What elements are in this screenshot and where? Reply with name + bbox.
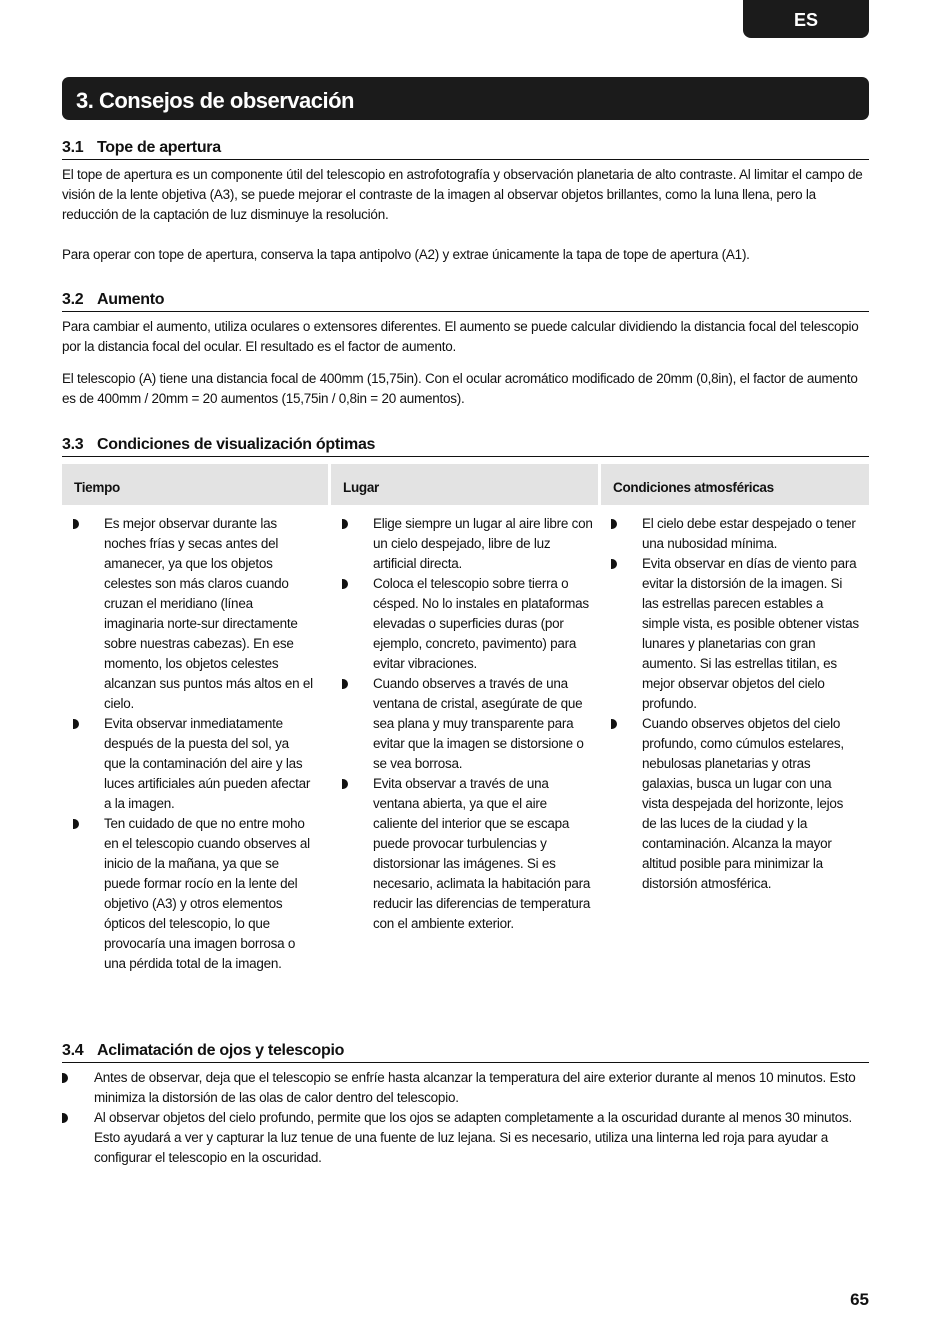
list-item-text: Al observar objetos del cielo profundo, permite que los ojos se adapten completamente a la oscuridad durante al menos 30 minutos. Esto ayudará a ver y capturar la luz tenue de una fuente de luz lejana. Si es necesario, utiliza una linterna led roja para ayudar a configurar el telescopio en la oscuridad.	[94, 1110, 852, 1165]
section-number: 3.2	[62, 291, 84, 308]
section-heading-3-3	[62, 435, 869, 457]
list-item-text: Antes de observar, deja que el telescopio se enfríe hasta alcanzar la temperatura del aire exterior durante al menos 10 minutos. Esto minimiza la distorsión de las olas de calor dentro del telescopio.	[94, 1070, 856, 1105]
page-number: 65	[850, 1290, 869, 1309]
table-header-weather: Tiempo	[62, 464, 328, 505]
bullet-icon	[611, 719, 617, 729]
list-item	[342, 574, 594, 674]
section-title: Aumento	[97, 291, 165, 308]
list-item-text: Cuando observes objetos del cielo profundo, como cúmulos estelares, nebulosas planetarias y otras galaxias, busca un lugar con una vista despejada del horizonte, lejos de las luces de la ciudad y la contaminación. Alcanza la mayor altitud posible para minimizar la distorsión atmosférica.	[642, 716, 844, 891]
paragraph-aperture-operation: Para operar con tope de apertura, conserva la tapa antipolvo (A2) y extrae únicamente la tapa de tope de apertura (A1).	[62, 247, 750, 262]
chapter-title-bar	[62, 77, 869, 120]
bullet-icon	[73, 819, 79, 829]
list-item	[342, 774, 594, 934]
bullet-icon	[611, 519, 617, 529]
section-number: 3.1	[62, 139, 84, 156]
bullet-icon	[611, 559, 617, 569]
language-code: ES	[793, 10, 818, 30]
list-item-text: Evita observar inmediatamente después de la puesta del sol, ya que la contaminación del aire y las luces artificiales aún pueden afectar a la imagen.	[104, 716, 311, 811]
list-item	[62, 1108, 857, 1168]
bullet-icon	[342, 519, 348, 529]
bullet-icon	[73, 719, 79, 729]
paragraph-magnification-example: El telescopio (A) tiene una distancia focal de 400mm (15,75in). Con el ocular acromático modificado de 20mm (0,8in), el factor de aumento es de 400mm / 20mm = 20 aumentos (15,75in / 0,8in = 20 aumentos).	[62, 371, 858, 406]
list-item	[611, 714, 861, 894]
bullet-icon	[73, 519, 79, 529]
list-item-text: Cuando observes a través de una ventana de cristal, asegúrate de que sea plana y muy transparente para evitar que la imagen se distorsione o se vea borrosa.	[373, 676, 584, 771]
section-number: 3.4	[62, 1042, 84, 1059]
atmosphere-tips-list	[611, 514, 861, 894]
section-title: Aclimatación de ojos y telescopio	[97, 1042, 345, 1059]
language-tab	[743, 0, 869, 38]
list-item	[73, 514, 313, 714]
list-item-text: Coloca el telescopio sobre tierra o césped. No lo instales en plataformas elevadas o superficies duras (por ejemplo, concreto, pavimento) para evitar vibraciones.	[373, 576, 589, 671]
section-heading-3-4	[62, 1041, 869, 1063]
list-item-text: El cielo debe estar despejado o tener una nubosidad mínima.	[642, 516, 856, 551]
section-heading-3-2	[62, 290, 869, 312]
bullet-icon	[342, 779, 348, 789]
table-header-atmosphere: Condiciones atmosféricas	[601, 464, 869, 505]
weather-tips-list	[73, 514, 313, 974]
list-item-text: Elige siempre un lugar al aire libre con un cielo despejado, libre de luz artificial directa.	[373, 516, 593, 571]
list-item	[611, 554, 861, 714]
section-title: Tope de apertura	[97, 139, 221, 156]
list-item-text: Es mejor observar durante las noches frías y secas antes del amanecer, ya que los objetos celestes son más claros cuando cruzan el meridiano (línea imaginaria norte-sur directamente sobre nuestras cabezas). En ese momento, los objetos celestes alcanzan sus puntos más altos en el cielo.	[104, 516, 313, 711]
paragraph-magnification-intro: Para cambiar el aumento, utiliza oculares o extensores diferentes. El aumento se puede calcular dividiendo la distancia focal del telescopio por la distancia focal del ocular. El resultado es el factor de aumento.	[62, 319, 859, 354]
section-title: Condiciones de visualización óptimas	[97, 436, 376, 453]
list-item-text: Evita observar en días de viento para evitar la distorsión de la imagen. Si las estrellas parecen estables a simple vista, es posible obtener vistas lunares y planetarias con gran aumento. Si las estrellas titilan, es mejor observar objetos del cielo profundo.	[642, 556, 859, 711]
list-item	[73, 714, 313, 814]
acclimatization-list	[62, 1068, 857, 1168]
bullet-icon	[342, 579, 348, 589]
chapter-title: 3. Consejos de observación	[76, 88, 354, 113]
list-item	[611, 514, 861, 554]
section-heading-3-1	[62, 138, 869, 160]
list-item-text: Ten cuidado de que no entre moho en el telescopio cuando observes al inicio de la mañana, ya que se puede formar rocío en la lente del objetivo (A3) y otros elementos ópticos del telescopio, lo que provocaría una imagen borrosa o una pérdida total de la imagen.	[104, 816, 310, 971]
list-item	[73, 814, 313, 974]
location-tips-list	[342, 514, 594, 934]
section-number: 3.3	[62, 436, 84, 453]
bullet-icon	[342, 679, 348, 689]
list-item	[342, 514, 594, 574]
list-item	[62, 1068, 857, 1108]
paragraph-aperture-intro: El tope de apertura es un componente útil del telescopio en astrofotografía y observación planetaria de alto contraste. Al limitar el campo de visión de la lente objetiva (A3), se puede mejorar el contraste de la imagen al observar objetos brillantes, como la luna llena, pero la reducción de la captación de luz disminuye la resolución.	[62, 167, 863, 222]
list-item	[342, 674, 594, 774]
list-item-text: Evita observar a través de una ventana abierta, ya que el aire caliente del interior que se escapa puede provocar turbulencias y distorsionar las imágenes. Si es necesario, aclimata la habitación para reducir las diferencias de temperatura con el ambiente exterior.	[373, 776, 591, 931]
bullet-icon	[62, 1073, 68, 1083]
bullet-icon	[62, 1113, 68, 1123]
table-header-location: Lugar	[331, 464, 598, 505]
